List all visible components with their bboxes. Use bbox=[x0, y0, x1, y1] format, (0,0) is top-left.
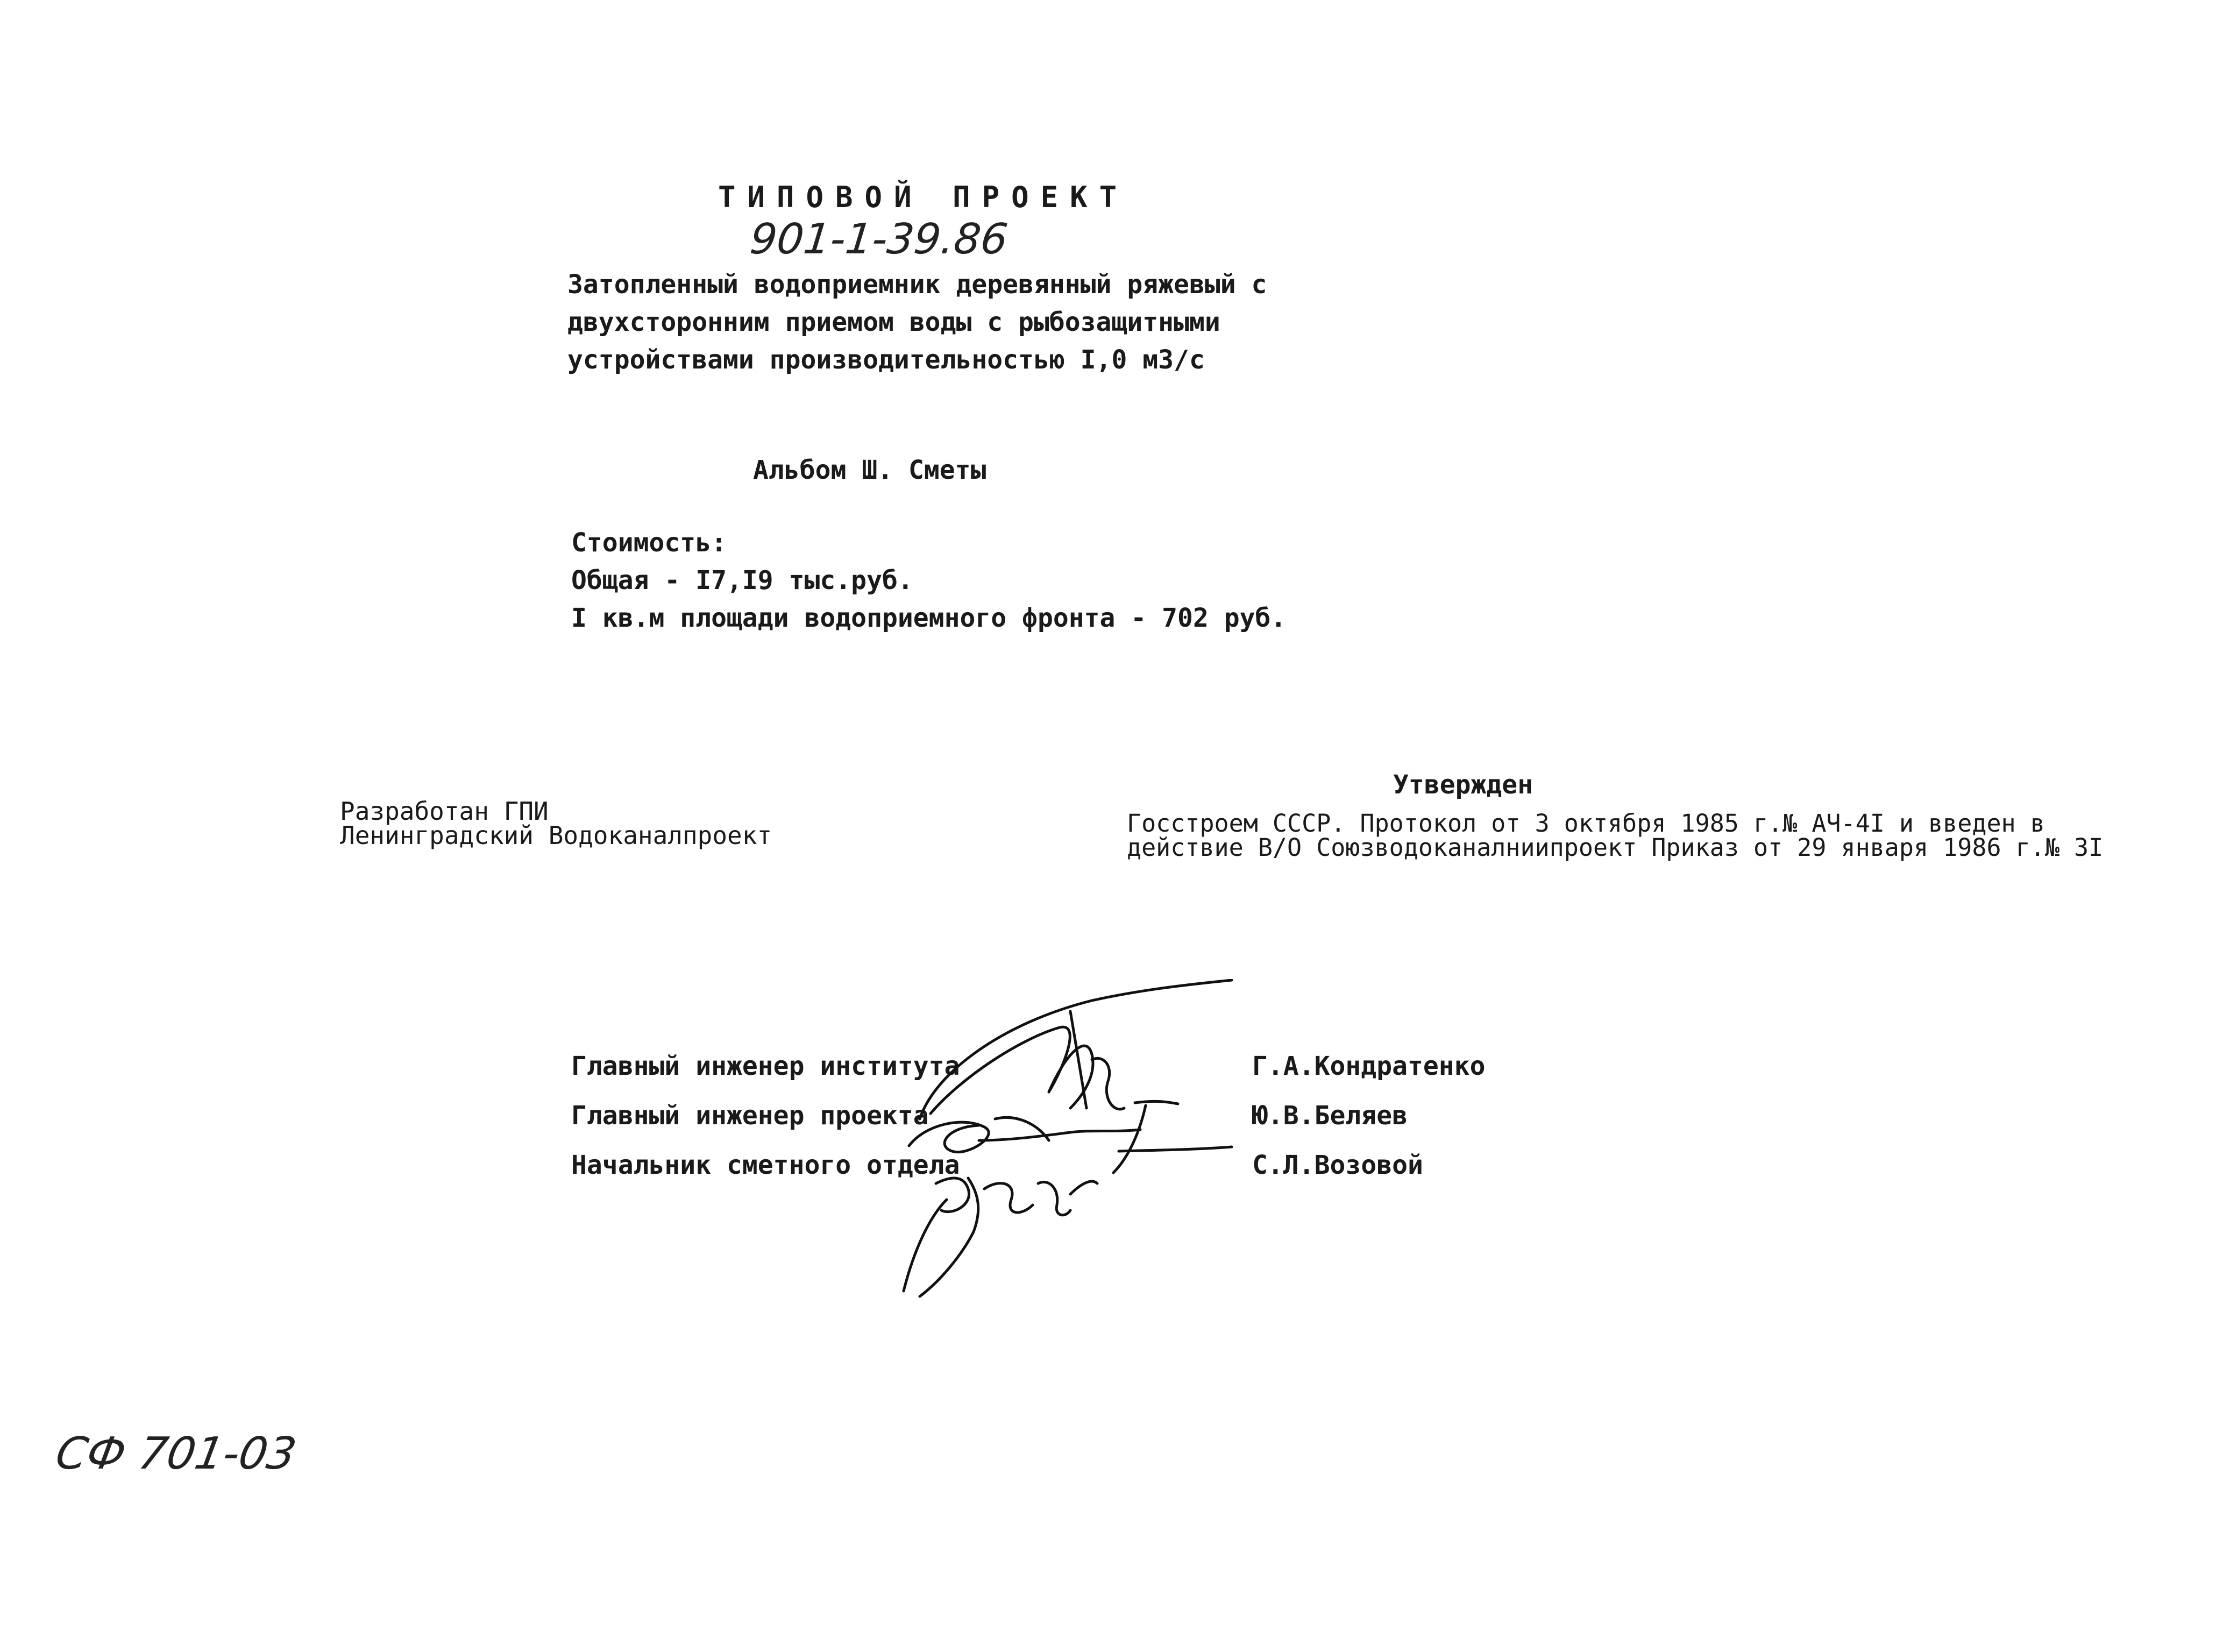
handwritten-signatures bbox=[887, 979, 1264, 1302]
signature-stroke-2 bbox=[931, 1027, 1070, 1114]
project-number: 901-1-39.86 bbox=[748, 215, 1010, 264]
signature-stroke-15 bbox=[1070, 1181, 1097, 1194]
signatory-name-1: Г.А.Кондратенко bbox=[1252, 1051, 1486, 1081]
album-title: Альбом Ш. Сметы bbox=[753, 455, 986, 485]
signature-stroke-13 bbox=[984, 1183, 1033, 1213]
cost-label: Стоимость: bbox=[571, 528, 727, 558]
approval-line-2: действие В/О Союзводоканалниипроект Приказ от 29 января 1986 г.№ 3I bbox=[1127, 833, 2104, 862]
signature-stroke-3 bbox=[1049, 1046, 1093, 1108]
signature-stroke-6 bbox=[909, 1122, 989, 1152]
approved-label: Утвержден bbox=[1393, 770, 1533, 800]
signatory-name-2: Ю.В.Беляев bbox=[1252, 1101, 1408, 1131]
signature-stroke-14 bbox=[1038, 1182, 1070, 1215]
developer-line-2: Ленинградский Водоканалпроект bbox=[340, 821, 772, 850]
signatory-position-1: Главный инженер института bbox=[571, 1051, 960, 1081]
approval-line-1: Госстроем СССР. Протокол от 3 октября 1985 г.№ АЧ-4I и введен в bbox=[1127, 809, 2045, 838]
description-line-3: устройствами производительностью I,0 м3/с bbox=[567, 345, 1205, 375]
cost-total: Общая - I7,I9 тыс.руб. bbox=[571, 565, 913, 595]
signature-stroke-9 bbox=[1113, 1101, 1178, 1173]
archive-code: СФ 701-03 bbox=[52, 1428, 300, 1479]
signature-stroke-10 bbox=[1119, 1147, 1232, 1151]
description-line-2: двухсторонним приемом воды с рыбозащитными bbox=[567, 307, 1220, 337]
signature-stroke-7 bbox=[979, 1130, 1140, 1140]
signatory-name-3: С.Л.Возовой bbox=[1252, 1150, 1423, 1180]
signatory-position-2: Главный инженер проекта bbox=[571, 1101, 929, 1131]
signatory-position-3: Начальник сметного отдела bbox=[571, 1150, 960, 1180]
description-line-1: Затопленный водоприемник деревянный ряжевый с bbox=[567, 270, 1267, 300]
developer-line-1: Разработан ГПИ bbox=[340, 797, 549, 826]
signature-stroke-5 bbox=[1092, 1058, 1124, 1109]
signature-stroke-4 bbox=[1070, 1011, 1086, 1108]
cost-per-unit: I кв.м площади водоприемного фронта - 702 руб. bbox=[571, 603, 1287, 633]
document-type-title: ТИПОВОЙ ПРОЕКТ bbox=[718, 180, 1129, 214]
